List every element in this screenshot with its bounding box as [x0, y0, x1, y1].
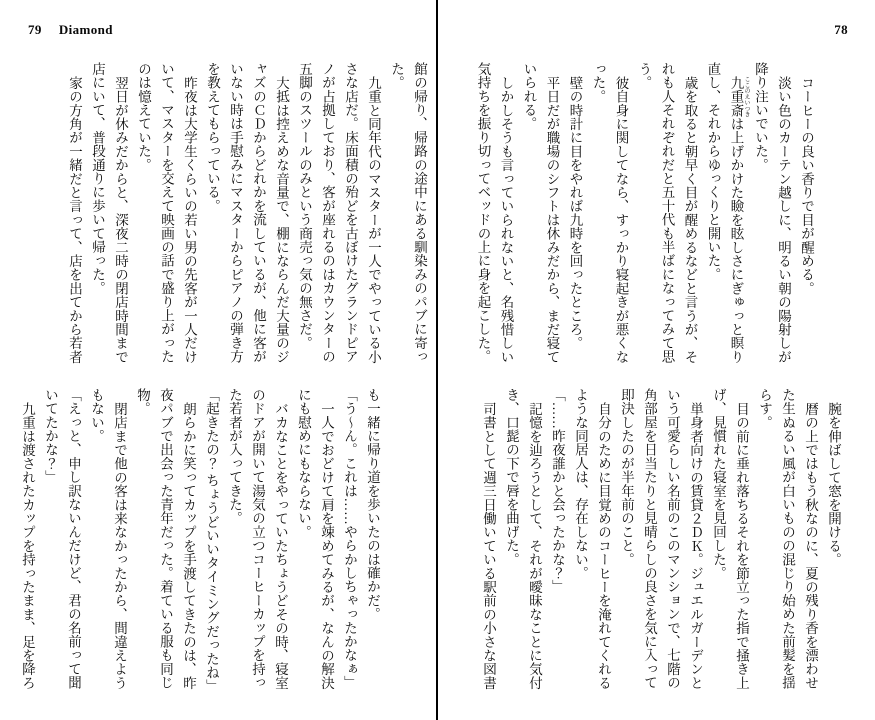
furigana-ruby: 九重斎 ここのえいつき	[728, 75, 749, 117]
paragraph: 記憶を辿ろうとして、それが曖昧なことに気付き、口髭の下で唇を曲げた。	[504, 388, 542, 690]
paragraph: 昨夜は大学生くらいの若い男の先客が一人だけいて、マスターを交えて映画の話で盛り上がったのは憶えていた。	[136, 62, 197, 364]
text-tier-lower	[477, 388, 845, 690]
paragraph: 家の方角が一緒だと言って、店を出てから若者	[67, 75, 82, 364]
paragraph: 平日だが職場のシフトは休みだから、まだ寝ていられる。	[521, 62, 560, 364]
paragraph: 九重と同年代のマスターが一人でやっている小さな店だ。床面積の殆どを古ぼけたグランドピアノが占拠しており、客が座れるのはカウンターの五脚のスツールのみという商売っ気の無さだ。	[297, 62, 381, 364]
text-tier-upper	[472, 62, 819, 364]
text-tier-upper	[63, 62, 431, 364]
paragraph: バカなことをやっていたちょうどその時、寝室のドアが開いて湯気の立つコーヒーカップを持った若者が入ってきた。	[227, 388, 288, 690]
page-79[interactable]	[0, 0, 437, 720]
paragraph: コーヒーの良い香りで目が醒める。	[799, 75, 814, 295]
running-title: Diamond	[58, 22, 113, 37]
page-78[interactable]	[438, 0, 875, 720]
paragraph: 壁の時計に目をやれば九時を回ったところ。	[567, 75, 583, 350]
paragraph: 司書として週三日働いている駅前の小さな図書	[481, 401, 496, 690]
paragraph: 彼自身に関してなら、すっかり寝起きが悪くなった。	[590, 62, 629, 364]
paragraph: 一人でおどけて肩を竦めてみるが、なんの解決にも慰めにもならない。	[296, 388, 334, 690]
paragraph: 歳を取ると朝早く目が醒めるなどと言うが、それも人それぞれだと五十代も半ばになってみて思う。	[636, 62, 698, 364]
text-tier-lower	[16, 388, 384, 693]
paragraph: 翌日が休みだからと、深夜二時の閉店時間まで店にいて、普段通りに歩いて帰った。	[90, 62, 128, 364]
paragraph: 「起きたの？ ちょうどいいタイミングだったね」	[204, 388, 219, 693]
paragraph: 腕を伸ばして窓を開ける。	[826, 401, 841, 566]
paragraph: も一緒に帰り道を歩いたのは確かだ。	[365, 388, 380, 621]
paragraph: 館の帰り、帰路の途中にある馴染みのパブに寄った。	[389, 62, 427, 364]
paragraph: 「えっと、申し訳ないんだけど、君の名前って聞いてたかな？」	[43, 388, 81, 690]
paragraph: 自分のために目覚めのコーヒーを淹れてくれるような同居人は、存在しない。	[573, 388, 611, 690]
page-number-left: 79	[28, 22, 42, 37]
paragraph: 朗らかに笑ってカップを手渡してきたのは、昨夜パブで出会った青年だった。着ている服も同じ物。	[135, 388, 196, 690]
paragraph: 淡い色のカーテン越しに、明るい朝の陽射しが降り注いでいた。	[753, 62, 791, 364]
running-head-right	[834, 22, 848, 38]
paragraph: 「う〜ん。これは……やらかしちゃったかなぁ」	[342, 388, 357, 690]
running-head-left	[28, 22, 113, 38]
paragraph: 九重は渡されたカップを持ったまま、足を降ろ	[20, 401, 35, 690]
paragraph: 目の前に垂れ落ちるそれを節立った指で掻き上げ、見慣れた寝室を見回した。	[711, 388, 749, 690]
paragraph: 暦の上ではもう秋なのに、夏の残り香を漂わせた生ぬるい風が白いものの混じり始めた前髪を揺らす。	[757, 388, 818, 690]
paragraph: 大抵は控えめな音量で、棚にならんだ大量のジャズのＣＤからどれかを流しているが、他に客がいない時は手慰みにマスターからピアノの弾き方を教えてもらっている。	[205, 62, 289, 364]
paragraph: しかしそうも言っていられないと、名残惜しい気持ちを振り切ってベッドの上に身を起こした。	[475, 62, 514, 364]
paragraph: 閉店まで他の客は来なかったから、間違えようもない。	[89, 388, 127, 690]
paragraph: 九重斎 ここのえいつきは上げかけた瞼を眩しさにぎゅっと瞑り直し、それからゆっくりと開いた。	[705, 62, 749, 364]
paragraph: 単身者向けの賃貸２ＤＫ。ジュエルガーデンという可愛らしい名前のこのマンションで、七階の角部屋を日当たりと見晴らしの良さを気に入って即決したのが半年前のこと。	[619, 388, 703, 690]
page-number-right: 78	[834, 22, 848, 37]
paragraph: 「……昨夜誰かと会ったかな？」	[550, 388, 565, 594]
